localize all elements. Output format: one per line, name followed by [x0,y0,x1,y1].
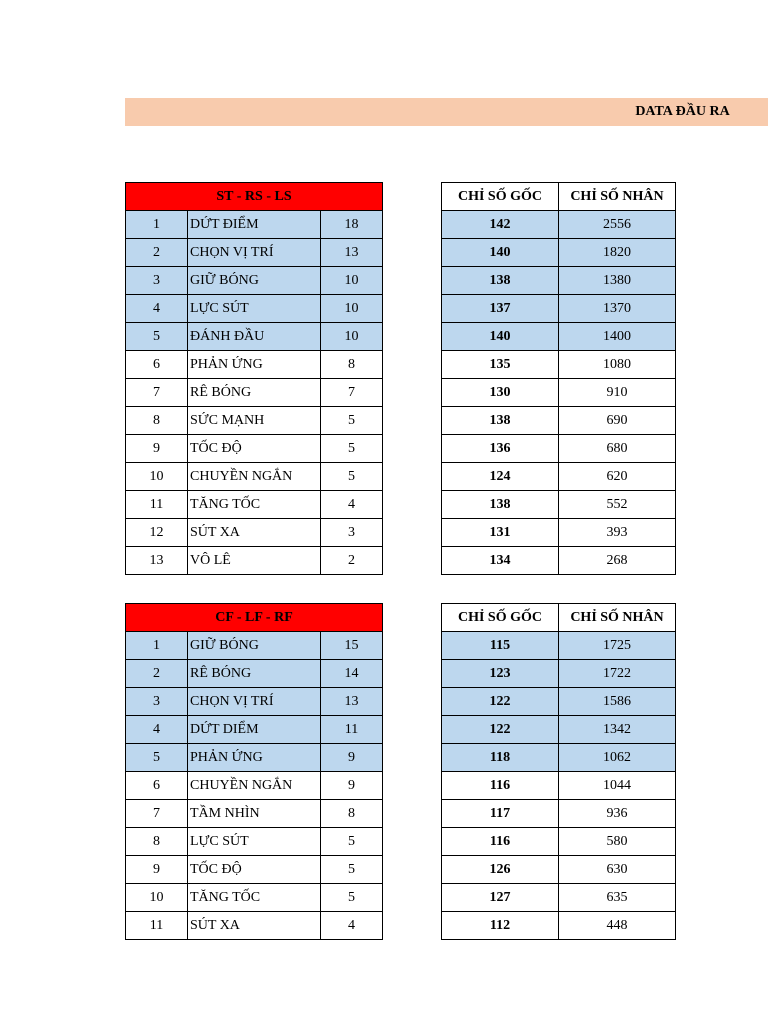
row-index: 13 [126,547,188,575]
base-index-value: 117 [442,800,559,828]
multiplied-index-value: 1725 [559,632,676,660]
row-index: 6 [126,772,188,800]
table-row [442,211,676,239]
attribute-weight: 4 [321,912,383,940]
base-index-value: 122 [442,688,559,716]
base-index-value: 123 [442,660,559,688]
st-rs-ls-index-table [441,182,676,575]
table-row [126,547,383,575]
row-index: 2 [126,660,188,688]
table-row [126,295,383,323]
base-index-value: 134 [442,547,559,575]
row-index: 10 [126,463,188,491]
base-index-value: 142 [442,211,559,239]
attribute-weight: 7 [321,379,383,407]
row-index: 1 [126,632,188,660]
table-row [442,716,676,744]
attribute-weight: 8 [321,800,383,828]
banner-title: DATA ĐẦU RA [635,104,730,119]
table-row [126,267,383,295]
table-row [442,800,676,828]
base-index-value: 115 [442,632,559,660]
table-row [442,547,676,575]
attribute-weight: 5 [321,407,383,435]
table-row [442,856,676,884]
table-row [442,632,676,660]
row-index: 3 [126,267,188,295]
table-row [442,688,676,716]
table-row [442,351,676,379]
base-index-value: 140 [442,323,559,351]
table-row [126,407,383,435]
base-index-value: 138 [442,267,559,295]
base-index-value: 124 [442,463,559,491]
table-row [442,407,676,435]
attribute-weight: 5 [321,828,383,856]
attribute-name: DỨT ĐIỂM [188,211,321,239]
attribute-weight: 10 [321,267,383,295]
multiplied-index-value: 552 [559,491,676,519]
cf-lf-rf-stats-table [125,603,383,940]
multiplied-index-value: 1380 [559,267,676,295]
multiplied-index-value: 936 [559,800,676,828]
table-row [126,772,383,800]
table-row [442,772,676,800]
attribute-name: TỐC ĐỘ [188,435,321,463]
base-index-header: CHỈ SỐ GỐC [442,183,559,211]
table-row [442,463,676,491]
multiplied-index-value: 580 [559,828,676,856]
table-row [126,800,383,828]
table-row [442,660,676,688]
multiplied-index-value: 1342 [559,716,676,744]
row-index: 10 [126,884,188,912]
attribute-weight: 11 [321,716,383,744]
table-row [126,379,383,407]
base-index-value: 127 [442,884,559,912]
table-row [126,323,383,351]
row-index: 3 [126,688,188,716]
base-index-value: 126 [442,856,559,884]
row-index: 4 [126,716,188,744]
base-index-value: 138 [442,407,559,435]
attribute-weight: 2 [321,547,383,575]
multiplied-index-value: 630 [559,856,676,884]
row-index: 7 [126,379,188,407]
base-index-value: 140 [442,239,559,267]
attribute-weight: 9 [321,744,383,772]
attribute-name: GIỮ BÓNG [188,632,321,660]
base-index-value: 116 [442,772,559,800]
base-index-value: 135 [442,351,559,379]
attribute-name: SÚT XA [188,912,321,940]
table-row [126,435,383,463]
table-row [126,519,383,547]
multiplied-index-value: 1722 [559,660,676,688]
table-row [442,323,676,351]
table-row [126,660,383,688]
multiplied-index-value: 1080 [559,351,676,379]
multiplied-index-header: CHỈ SỐ NHÂN [559,604,676,632]
table-row [442,884,676,912]
attribute-name: RÊ BÓNG [188,660,321,688]
table-row [126,744,383,772]
table-row [126,884,383,912]
table-row [126,491,383,519]
attribute-name: TẦM NHÌN [188,800,321,828]
attribute-weight: 5 [321,884,383,912]
attribute-weight: 3 [321,519,383,547]
table-row [442,379,676,407]
multiplied-index-value: 620 [559,463,676,491]
multiplied-index-value: 1400 [559,323,676,351]
attribute-name: ĐÁNH ĐẦU [188,323,321,351]
attribute-name: CHUYỀN NGẮN [188,463,321,491]
cf-lf-rf-index-table [441,603,676,940]
attribute-name: CHUYỀN NGẮN [188,772,321,800]
base-index-value: 138 [442,491,559,519]
base-index-value: 136 [442,435,559,463]
base-index-header: CHỈ SỐ GỐC [442,604,559,632]
row-index: 5 [126,323,188,351]
multiplied-index-header: CHỈ SỐ NHÂN [559,183,676,211]
attribute-weight: 10 [321,295,383,323]
multiplied-index-value: 1044 [559,772,676,800]
base-index-value: 130 [442,379,559,407]
table-row [442,491,676,519]
multiplied-index-value: 2556 [559,211,676,239]
row-index: 1 [126,211,188,239]
attribute-name: LỰC SÚT [188,828,321,856]
base-index-value: 131 [442,519,559,547]
attribute-name: TỐC ĐỘ [188,856,321,884]
table-row [126,688,383,716]
base-index-value: 137 [442,295,559,323]
multiplied-index-value: 910 [559,379,676,407]
multiplied-index-value: 635 [559,884,676,912]
base-index-value: 116 [442,828,559,856]
row-index: 5 [126,744,188,772]
table-row [442,519,676,547]
attribute-name: VÔ LÊ [188,547,321,575]
table-row [442,828,676,856]
attribute-weight: 18 [321,211,383,239]
base-index-value: 112 [442,912,559,940]
table-row [126,211,383,239]
section-title: CF - LF - RF [126,604,383,632]
output-banner [125,98,768,126]
attribute-name: TĂNG TỐC [188,884,321,912]
attribute-weight: 8 [321,351,383,379]
base-index-value: 122 [442,716,559,744]
row-index: 11 [126,912,188,940]
table-row [442,912,676,940]
attribute-name: GIỮ BÓNG [188,267,321,295]
attribute-weight: 5 [321,856,383,884]
row-index: 12 [126,519,188,547]
table-row [126,351,383,379]
table-row [126,632,383,660]
table-row [126,463,383,491]
attribute-weight: 14 [321,660,383,688]
attribute-weight: 9 [321,772,383,800]
table-row [442,267,676,295]
row-index: 2 [126,239,188,267]
attribute-name: PHẢN ỨNG [188,351,321,379]
table-row [126,856,383,884]
attribute-name: LỰC SÚT [188,295,321,323]
row-index: 6 [126,351,188,379]
attribute-name: CHỌN VỊ TRÍ [188,688,321,716]
table-row [126,912,383,940]
table-row [126,716,383,744]
attribute-name: SÚT XA [188,519,321,547]
row-index: 11 [126,491,188,519]
attribute-weight: 10 [321,323,383,351]
multiplied-index-value: 680 [559,435,676,463]
table-row [442,744,676,772]
row-index: 9 [126,435,188,463]
multiplied-index-value: 1820 [559,239,676,267]
table-row [126,828,383,856]
row-index: 7 [126,800,188,828]
table-row [126,239,383,267]
attribute-weight: 13 [321,239,383,267]
multiplied-index-value: 268 [559,547,676,575]
attribute-name: DỨT DIỂM [188,716,321,744]
base-index-value: 118 [442,744,559,772]
attribute-name: CHỌN VỊ TRÍ [188,239,321,267]
row-index: 8 [126,828,188,856]
multiplied-index-value: 448 [559,912,676,940]
attribute-weight: 5 [321,463,383,491]
attribute-weight: 5 [321,435,383,463]
multiplied-index-value: 393 [559,519,676,547]
st-rs-ls-stats-table [125,182,383,575]
attribute-name: TĂNG TỐC [188,491,321,519]
attribute-weight: 4 [321,491,383,519]
attribute-weight: 13 [321,688,383,716]
table-row [442,239,676,267]
table-row [442,435,676,463]
attribute-name: PHẢN ỨNG [188,744,321,772]
row-index: 8 [126,407,188,435]
multiplied-index-value: 1062 [559,744,676,772]
multiplied-index-value: 1370 [559,295,676,323]
attribute-name: RÊ BÓNG [188,379,321,407]
section-title: ST - RS - LS [126,183,383,211]
row-index: 4 [126,295,188,323]
row-index: 9 [126,856,188,884]
attribute-name: SỨC MẠNH [188,407,321,435]
multiplied-index-value: 690 [559,407,676,435]
multiplied-index-value: 1586 [559,688,676,716]
table-row [442,295,676,323]
attribute-weight: 15 [321,632,383,660]
